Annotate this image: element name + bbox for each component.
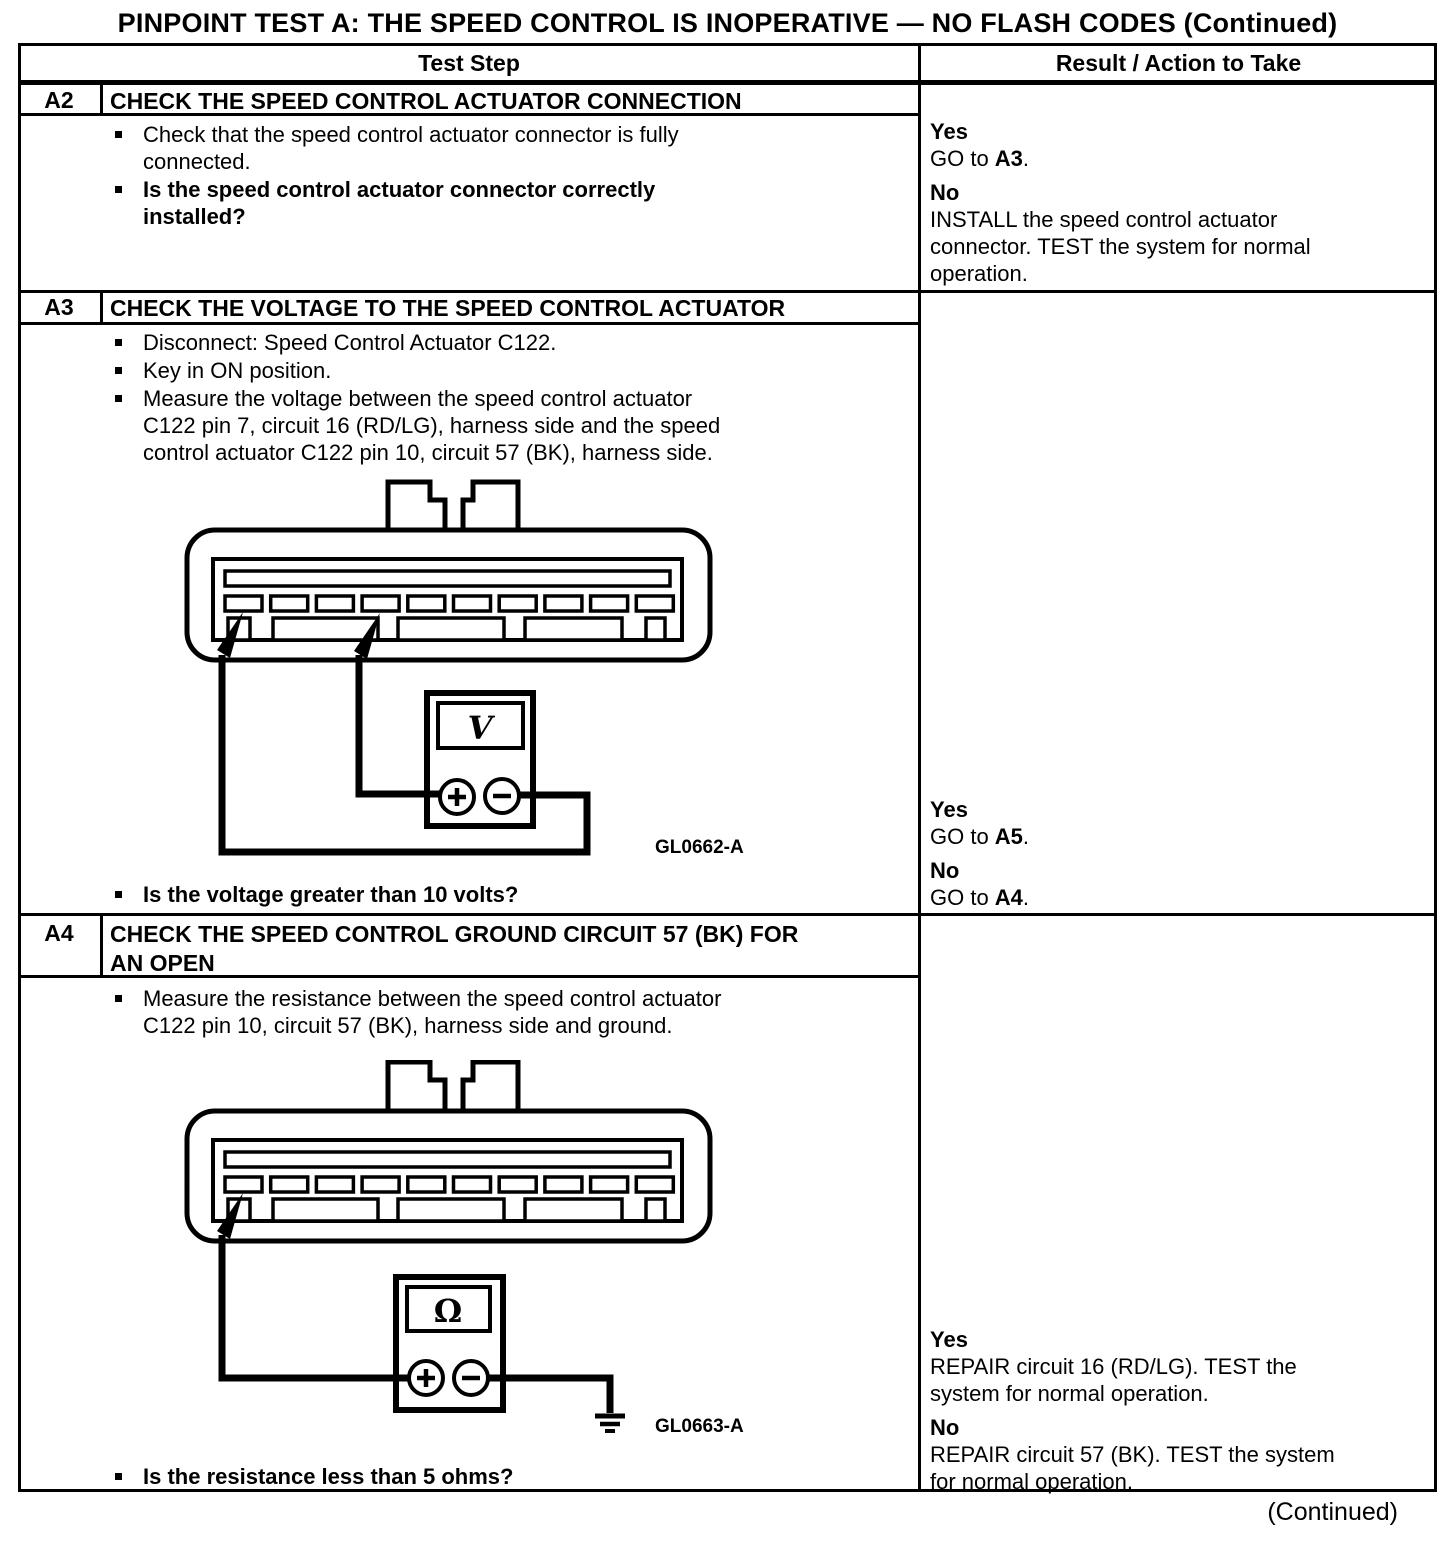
page-title: PINPOINT TEST A: THE SPEED CONTROL IS INOPERATIVE — NO FLASH CODES (Continued) [117, 8, 1338, 38]
a4-results [930, 1326, 1370, 1495]
a3-test-steps [112, 329, 812, 467]
a4-question-row [112, 1463, 812, 1491]
a4-id-divider [100, 913, 103, 978]
bullet-icon [112, 176, 143, 193]
bullet-icon [112, 329, 143, 346]
result-action: REPAIR circuit 16 (RD/LG). TEST the system for normal operation. [930, 1354, 1297, 1406]
connector-tab-left [388, 482, 445, 531]
voltmeter-symbol: V [467, 709, 493, 747]
verdict-label: No [930, 858, 960, 883]
bullet-icon [112, 385, 143, 402]
a2-test-steps [112, 121, 812, 231]
list-item [112, 121, 812, 175]
result-group-yes [930, 796, 1370, 850]
question-bullet [112, 881, 812, 908]
connector-tab-right [463, 482, 518, 531]
a3-a4-divider [18, 913, 1437, 916]
result-action: GO to A5. [930, 824, 1030, 849]
bullet-icon [112, 985, 143, 1002]
a2-id-divider [100, 80, 103, 116]
bullet-icon [112, 357, 143, 374]
result-action: GO to A4. [930, 885, 1030, 910]
voltage-test-figure [170, 470, 790, 870]
figure-label: GL0662-A [655, 837, 744, 858]
step-question: Is the speed control actuator connector correctly installed? [143, 177, 656, 229]
list-item [112, 329, 812, 356]
figure-label: GL0663-A [655, 1416, 744, 1437]
step-instruction: Key in ON position. [143, 358, 332, 383]
a2-a3-divider [18, 290, 1437, 293]
step-instruction: Measure the voltage between the speed control actuator C122 pin 7, circuit 16 (RD/LG), harness side and the speed control actuator C122 pin 10, circuit 57 (BK), harness side. [143, 386, 721, 465]
step-id-a3: A3 [44, 294, 74, 320]
a3-question-row [112, 881, 812, 909]
connector-slot [225, 1152, 670, 1167]
list-item [112, 985, 812, 1039]
resistance-test-figure [170, 1060, 790, 1440]
verdict-label: Yes [930, 119, 968, 144]
connector-tab-left [388, 1062, 445, 1112]
connector-tab-right [463, 1062, 518, 1112]
bullet-icon [112, 121, 143, 138]
result-group-yes [930, 118, 1370, 172]
step-instruction: Measure the resistance between the speed control actuator C122 pin 10, circuit 57 (BK), harness side and ground. [143, 986, 722, 1038]
column-header-result: Result / Action to Take [1055, 50, 1302, 76]
continued-note: (Continued) [1267, 1498, 1398, 1526]
result-action: INSTALL the speed control actuator connector. TEST the system for normal operation. [930, 207, 1311, 286]
step-question: Is the voltage greater than 10 volts? [143, 882, 519, 907]
step-instruction: Disconnect: Speed Control Actuator C122. [143, 330, 557, 355]
step-title-a2: CHECK THE SPEED CONTROL ACTUATOR CONNECTION [110, 88, 742, 114]
result-action: GO to A3. [930, 146, 1030, 171]
bullet-icon [112, 881, 143, 898]
question-bullet [112, 176, 812, 230]
step-id-a4: A4 [44, 920, 74, 946]
a3-results [930, 796, 1370, 911]
connector-keyways [228, 618, 665, 640]
bullet-icon [112, 1463, 143, 1480]
list-item [112, 357, 812, 384]
verdict-label: No [930, 1415, 960, 1440]
result-action: REPAIR circuit 57 (BK). TEST the system for normal operation. [930, 1442, 1335, 1494]
ohmmeter-symbol: Ω [433, 1292, 463, 1330]
a3-id-divider [100, 290, 103, 325]
header-divider [18, 80, 1437, 85]
result-group-no [930, 179, 1370, 287]
result-group-yes [930, 1326, 1370, 1407]
verdict-label: Yes [930, 1327, 968, 1352]
list-item [112, 385, 812, 466]
ground-symbol-icon [595, 1416, 625, 1431]
question-bullet [112, 1463, 812, 1490]
a4-test-steps [112, 985, 812, 1040]
connector-slot [225, 571, 670, 586]
column-header-test-step: Test Step [418, 50, 520, 76]
step-id-a2: A2 [44, 87, 74, 113]
verdict-label: Yes [930, 797, 968, 822]
result-group-no [930, 1414, 1370, 1495]
verdict-label: No [930, 180, 960, 205]
step-title-a4: CHECK THE SPEED CONTROL GROUND CIRCUIT 57 (BK) FOR AN OPEN [110, 921, 799, 976]
step-title-a3: CHECK THE VOLTAGE TO THE SPEED CONTROL ACTUATOR [110, 295, 786, 321]
step-question: Is the resistance less than 5 ohms? [143, 1464, 514, 1489]
column-divider [918, 43, 921, 1492]
step-instruction: Check that the speed control actuator connector is fully connected. [143, 122, 679, 174]
result-group-no [930, 857, 1370, 911]
connector-keyways [228, 1199, 665, 1221]
a2-results [930, 118, 1370, 287]
